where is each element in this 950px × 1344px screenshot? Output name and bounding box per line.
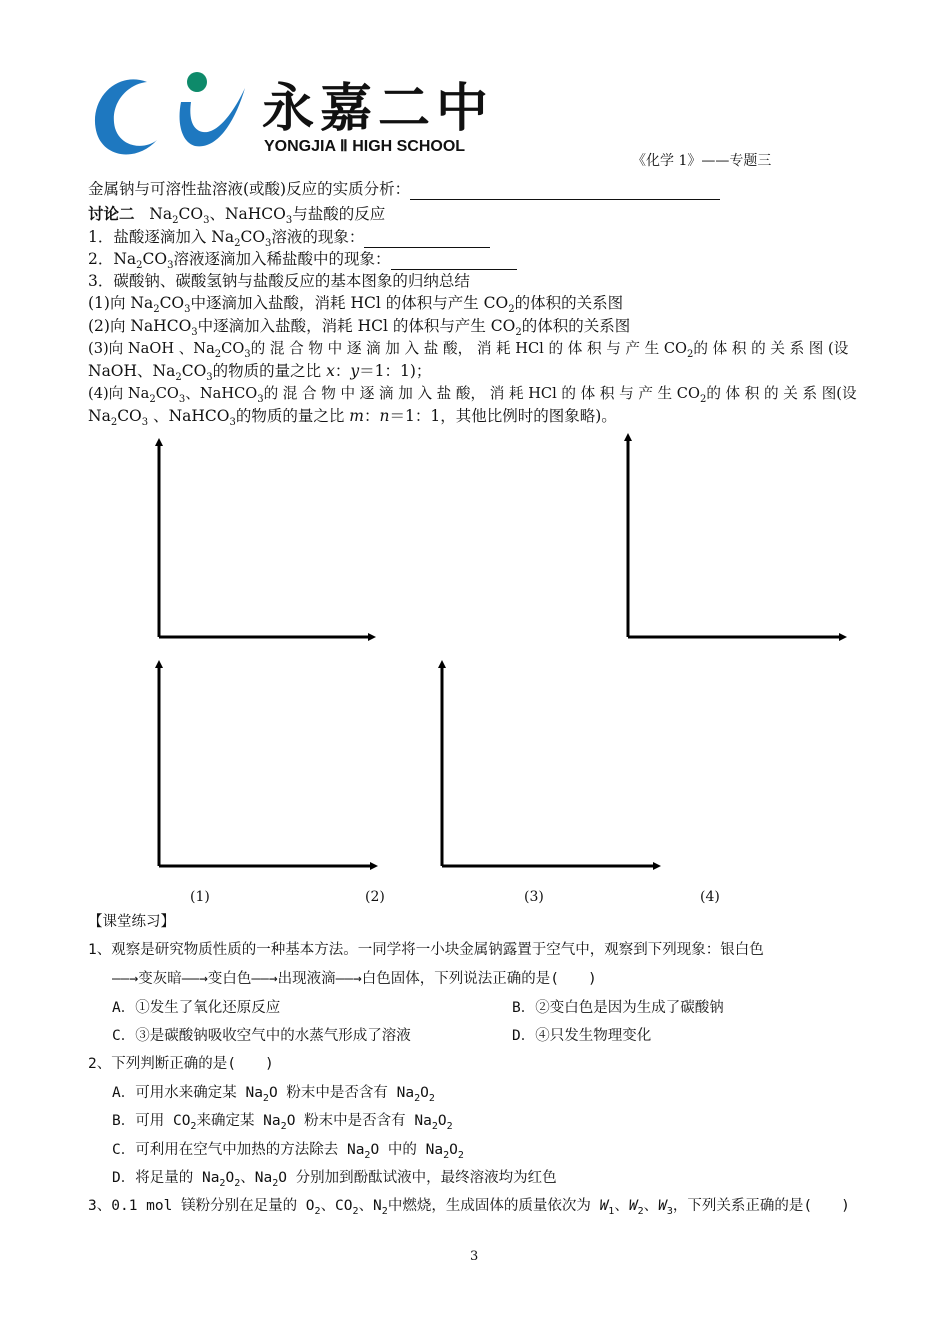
course-tag: 《化学 1》——专题三	[632, 153, 772, 169]
case-4: (4)向 $Na_2CO_3$、NaHCO$_3$的 混 合 物 中 逐 滴 加 入 盐 酸， 消 耗 HCl 的 体 积 与 产 生 $CO_2$的 体 积 的 关 系 图(设	[88, 385, 857, 405]
intro-line: 金属钠与可溶性盐溶液(或酸)反应的实质分析：	[88, 178, 720, 200]
axes-4	[442, 664, 657, 866]
school-name-en: YONGJIA Ⅱ HIGH SCHOOL	[264, 138, 466, 155]
graph-label-1: (1)	[190, 889, 210, 905]
case-2: (2)向 NaHCO$_3$中逐滴加入盐酸，消耗 HCl 的体积与产生 $CO_2$的体积的关系图	[88, 317, 631, 339]
practice-q1-option-b: B．②变白色是因为生成了碳酸钠	[512, 1000, 724, 1016]
practice-q2-option-d: D．将足量的 $Na_2O_2$、$Na_2O$ 分别加到酚酞试液中，最终溶液均为红色	[112, 1170, 557, 1189]
practice-q1-option-d: D．④只发生物理变化	[512, 1028, 652, 1044]
discussion-title: 讨论二 $Na_2CO_3$、NaHCO$_3$与盐酸的反应	[88, 204, 386, 227]
practice-q1-option-c: C．③是碳酸钠吸收空气中的水蒸气形成了溶液	[112, 1028, 411, 1044]
practice-q2-stem: 2、下列判断正确的是( )	[88, 1056, 274, 1072]
practice-q2-option-a: A．可用水来确定某 $Na_2O$ 粉末中是否含有 $Na_2O_2$	[112, 1085, 435, 1104]
graph-label-2: (2)	[365, 889, 385, 905]
practice-q2-option-b: B．可用 $CO_2$来确定某 $Na_2O$ 粉末中是否含有 $Na_2O_2$	[112, 1113, 453, 1132]
practice-q1-option-a: A．①发生了氧化还原反应	[112, 1000, 281, 1016]
case-3: (3)向 NaOH 、$Na_2CO_3$的 混 合 物 中 逐 滴 加 入 盐 酸， 消 耗 HCl 的 体 积 与 产 生 $CO_2$的 体 积 的 关 系 图 (设	[88, 340, 849, 360]
question-3: 3．碳酸钠、碳酸氢钠与盐酸反应的基本图象的归纳总结	[88, 272, 470, 290]
graph-label-3: (3)	[524, 889, 544, 905]
case-3-cont: NaOH、$Na_2CO_3$的物质的量之比 x：y＝1：1)；	[88, 362, 432, 384]
axes-2	[628, 437, 843, 637]
practice-q3: 3、0.1 mol 镁粉分别在足量的 $O_2$、$CO_2$、$N_2$中燃烧，生成固体的质量依次为 $W_1$、$W_2$、$W_3$，下列关系正确的是( )	[88, 1198, 850, 1217]
school-name-cn: 永嘉二中	[262, 78, 495, 139]
graph-label-4: (4)	[700, 889, 720, 905]
page-number: 3	[470, 1249, 479, 1264]
axes-3	[159, 664, 374, 866]
case-4-cont: $Na_2CO_3$ 、NaHCO$_3$的物质的量之比 m：n＝1：1，其他比例时的图象略)。	[88, 407, 617, 429]
practice-q1-line2: ——→变灰暗——→变白色——→出现液滴——→白色固体，下列说法正确的是( )	[112, 971, 597, 987]
practice-q1-line1: 1、观察是研究物质性质的一种基本方法。一同学将一小块金属钠露置于空气中，观察到下列现象：银白色	[88, 942, 764, 958]
practice-title: 【课堂练习】	[88, 914, 175, 930]
case-1: (1)向 $Na_2CO_3$中逐滴加入盐酸，消耗 HCl 的体积与产生 $CO_2$的体积的关系图	[88, 294, 624, 316]
practice-q2-option-c: C．可利用在空气中加热的方法除去 $Na_2O$ 中的 $Na_2O_2$	[112, 1142, 464, 1161]
axes-1	[159, 442, 372, 637]
question-1: 1．盐酸逐滴加入 $Na_2CO_3$溶液的现象：	[88, 226, 490, 248]
question-2: 2．$Na_2CO_3$溶液逐滴加入稀盐酸中的现象：	[88, 248, 517, 270]
